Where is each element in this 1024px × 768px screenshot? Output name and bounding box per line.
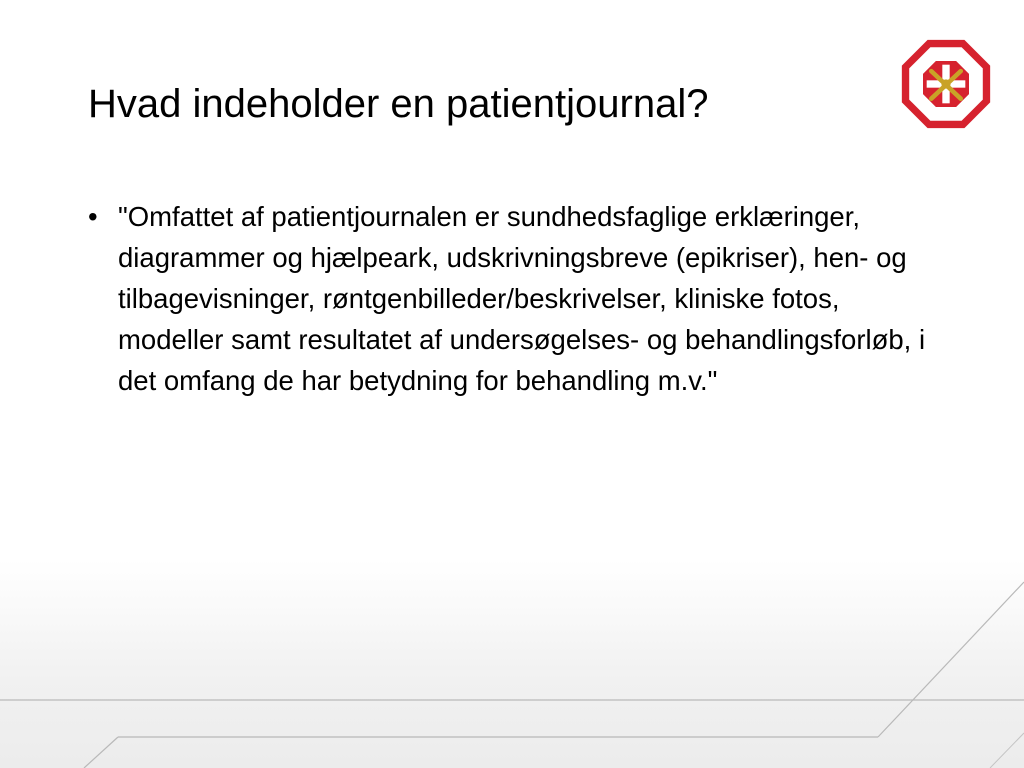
decor-diagonal-line-lower [84, 737, 118, 768]
logo-gold-center [941, 79, 950, 88]
bullet-mark: • [88, 201, 98, 232]
bullet-list [88, 196, 948, 401]
decor-diagonal-line-far-right [990, 733, 1024, 768]
bullet-item [88, 196, 948, 401]
bullet-text: "Omfattet af patientjournalen er sundhedsfaglige erklæringer, diagrammer og hjælpeark, udskrivningsbreve (epikriser), hen- og tilbagevisninger, røntgenbilleder/beskrivelser, kliniske fotos, modeller samt resultatet af undersøgelses- og behandlingsforløb, i det omfang de har betydning for behandling m.v." [118, 201, 926, 396]
decor-diagonal-line-right [878, 582, 1024, 737]
danske-fysioterapeuter-logo [900, 38, 992, 130]
slide-title: Hvad indeholder en patientjournal? [88, 82, 709, 126]
